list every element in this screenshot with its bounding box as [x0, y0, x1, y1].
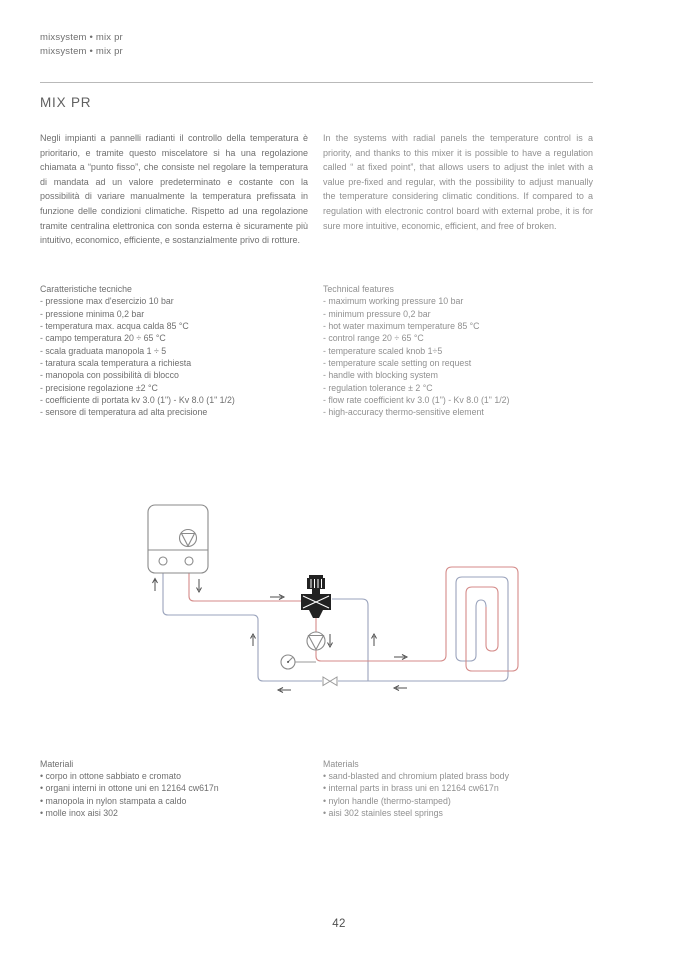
material-item: • corpo in ottone sabbiato e cromato — [40, 771, 181, 782]
header-line-1: mixsystem • mix pr — [40, 32, 123, 43]
feature-item: - high-accuracy thermo-sensitive element — [323, 407, 484, 418]
material-item: • aisi 302 stainles steel springs — [323, 807, 443, 818]
cold-branch-pipe — [332, 599, 368, 681]
feature-item: - precisione regolazione ±2 °C — [40, 382, 158, 393]
material-item: • nylon handle (thermo-stamped) — [323, 795, 451, 806]
technical-features-english — [323, 283, 593, 419]
feature-item: - temperature scale setting on request — [323, 358, 472, 369]
features-list-it — [40, 295, 308, 418]
feature-item: - flow rate coefficient kv 3.0 (1") - Kv 8.0 (1" 1/2) — [323, 395, 510, 406]
material-item: • organi interni in ottone uni en 12164 cw617n — [40, 783, 219, 794]
materials-english — [323, 758, 593, 819]
material-item: • molle inox aisi 302 — [40, 807, 118, 818]
feature-item: - minimum pressure 0,2 bar — [323, 308, 431, 319]
check-valve-icon — [322, 676, 338, 686]
header-divider — [40, 82, 593, 83]
page-number: 42 — [332, 918, 346, 930]
supply-pipe-to-coil — [316, 567, 518, 671]
flow-arrows — [153, 579, 408, 693]
boiler — [148, 505, 208, 573]
features-heading-en: Technical features — [323, 284, 394, 294]
material-item: • sand-blasted and chromium plated brass body — [323, 771, 509, 782]
materials-heading-en: Materials — [323, 759, 359, 769]
feature-item: - maximum working pressure 10 bar — [323, 296, 464, 307]
arrow-up-icon — [153, 579, 158, 592]
feature-item: - pressione max d'esercizio 10 bar — [40, 296, 174, 307]
materials-list-it — [40, 770, 308, 819]
feature-item: - handle with blocking system — [323, 370, 438, 381]
feature-item: - taratura scala temperatura a richiesta — [40, 358, 192, 369]
return-pipe — [163, 565, 508, 681]
feature-item: - control range 20 ÷ 65 °C — [323, 333, 424, 344]
material-item: • internal parts in brass uni en 12164 cw617n — [323, 783, 499, 794]
feature-item: - coefficiente di portata kv 3.0 (1") - Kv 8.0 (1" 1/2) — [40, 395, 235, 406]
feature-item: - temperature scaled knob 1÷5 — [323, 345, 443, 356]
features-list-en — [323, 295, 593, 418]
arrow-down-icon — [197, 579, 202, 592]
feature-item: - pressione minima 0,2 bar — [40, 308, 145, 319]
boiler-pump-icon — [180, 530, 197, 547]
technical-features-italian — [40, 283, 308, 419]
materials-italian — [40, 758, 308, 819]
features-heading-it: Caratteristiche tecniche — [40, 284, 132, 294]
material-item: • manopola in nylon stampata a caldo — [40, 795, 187, 806]
boiler-return-port — [159, 557, 167, 565]
header-line-2: mixsystem • mix pr — [40, 45, 123, 57]
feature-item: - manopola con possibilità di blocco — [40, 370, 179, 381]
running-header — [40, 31, 123, 58]
arrow-up-icon — [251, 634, 256, 646]
thermometer-gauge-icon — [281, 655, 316, 669]
materials-heading-it: Materiali — [40, 759, 74, 769]
feature-item: - campo temperatura 20 ÷ 65 °C — [40, 333, 166, 344]
arrow-right-icon — [394, 655, 407, 660]
intro-paragraph-italian: Negli impianti a pannelli radianti il controllo della temperatura è prioritario, e tramite questo miscelatore si ha una regolazione chiamata a “punto fisso”, che consiste nel regolare la temperatura di mandata ad un valore predeterminato e costante con la possibilità di variare manualmente la temperatura prefissata in funzione delle condizioni climatiche. Rispetto ad una regolazione tramite centralina elettronica con sonda esterna è sicuramente più intuitivo, economico, efficiente, e sostanzialmente privo di rotture. — [40, 133, 308, 246]
arrow-right-icon — [270, 595, 284, 600]
feature-item: - temperatura max. acqua calda 85 °C — [40, 321, 189, 332]
page-title: MIX PR — [40, 95, 92, 110]
arrow-up-icon — [372, 634, 377, 646]
feature-item: - regulation tolerance ± 2 °C — [323, 382, 433, 393]
arrow-left-icon — [394, 686, 407, 691]
boiler-supply-port — [185, 557, 193, 565]
materials-list-en — [323, 770, 593, 819]
circulation-pump-icon — [307, 632, 325, 650]
feature-item: - sensore di temperatura ad alta precisione — [40, 407, 208, 418]
feature-item: - hot water maximum temperature 85 °C — [323, 321, 480, 332]
arrow-left-icon — [278, 688, 291, 693]
intro-paragraph-english: In the systems with radial panels the temperature control is a priority, and thanks to this mixer it is possible to have a regulation called “ at fixed point”, that allows users to adjust the inlet with a value pre-fixed and regular, with the possibility to adjust manually the temperature considering climatic conditions. If compared to a regulation with electronic control board with external probe, it is for sure more intuitive, economic, efficient, and free of broken. — [323, 133, 593, 231]
feature-item: - scala graduata manopola 1 ÷ 5 — [40, 345, 167, 356]
hydraulic-schematic — [140, 495, 532, 707]
mixing-valve-icon — [301, 575, 331, 618]
arrow-down-icon — [328, 634, 333, 647]
